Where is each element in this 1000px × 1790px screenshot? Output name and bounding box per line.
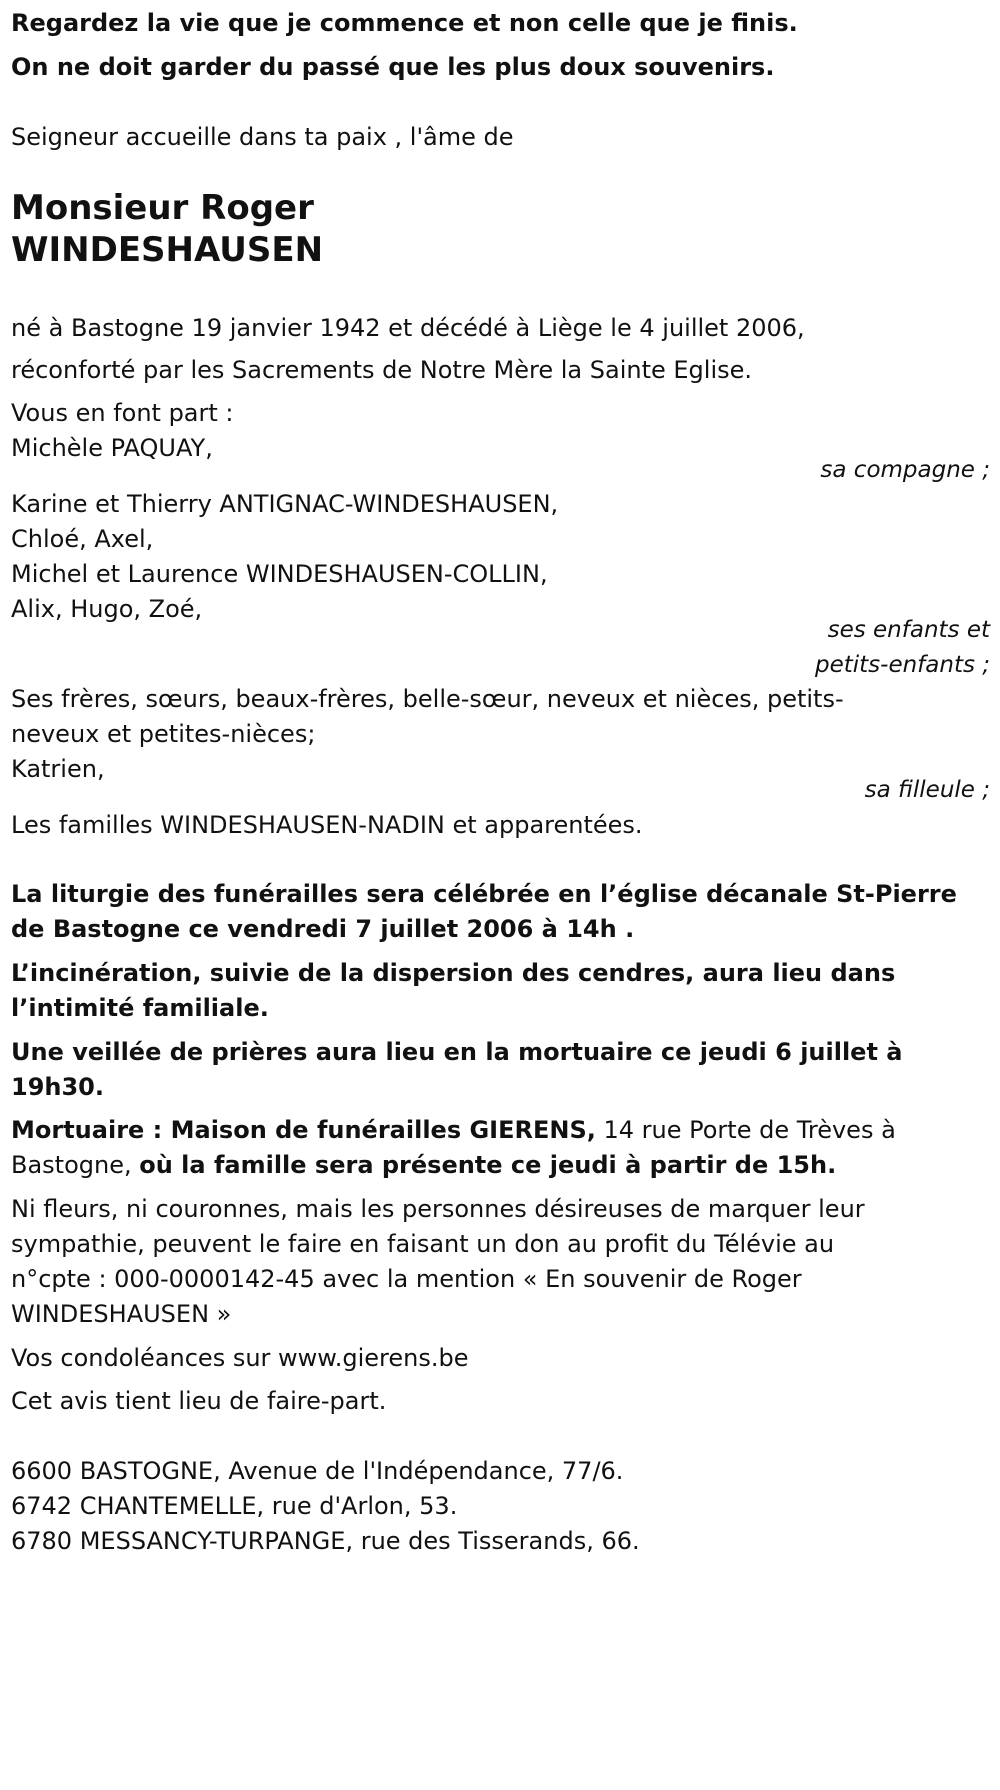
address-line: 6600 BASTOGNE, Avenue de l'Indépendance, 77/6.	[11, 1457, 624, 1485]
goddaughter-relation: sa filleule ;	[864, 777, 990, 803]
siblings-line-2: neveux et petites-nièces;	[11, 720, 316, 748]
cremation-line-2: l’intimité familiale.	[11, 994, 269, 1022]
address-line: 6742 CHANTEMELLE, rue d'Arlon, 53.	[11, 1492, 458, 1520]
donation-line-2: sympathie, peuvent le faire en faisant un don au profit du Télévie au	[11, 1230, 835, 1258]
intro-text: Seigneur accueille dans ta paix , l'âme de	[11, 123, 514, 151]
mortuary-line-1	[11, 1115, 896, 1145]
sacraments-text: réconforté par les Sacrements de Notre Mère la Sainte Eglise.	[11, 356, 753, 384]
mortuary-line-2	[11, 1150, 836, 1180]
family-member-line: Karine et Thierry ANTIGNAC-WINDESHAUSEN,	[11, 490, 559, 518]
liturgy-line-2: de Bastogne ce vendredi 7 juillet 2006 à 14h .	[11, 915, 635, 943]
donation-line-3: n°cpte : 000-0000142-45 avec la mention « En souvenir de Roger	[11, 1265, 802, 1293]
vigil-line-2: 19h30.	[11, 1073, 104, 1101]
children-relation-line-1: ses enfants et	[827, 617, 990, 643]
goddaughter-name: Katrien,	[11, 755, 105, 783]
address-line: 6780 MESSANCY-TURPANGE, rue des Tisserands, 66.	[11, 1527, 640, 1555]
condolences-text: Vos condoléances sur www.gierens.be	[11, 1344, 469, 1372]
family-member-line: Alix, Hugo, Zoé,	[11, 595, 203, 623]
mortuary-address: 14 rue Porte de Trèves à	[595, 1116, 896, 1144]
mortuary-city: Bastogne,	[11, 1151, 140, 1179]
companion-relation: sa compagne ;	[820, 457, 990, 483]
companion-name: Michèle PAQUAY,	[11, 434, 213, 462]
deceased-name-line-1: Monsieur Roger	[11, 188, 314, 228]
vigil-line-1: Une veillée de prières aura lieu en la mortuaire ce jeudi 6 juillet à	[11, 1038, 903, 1066]
birth-death-text: né à Bastogne 19 janvier 1942 et décédé à Liège le 4 juillet 2006,	[11, 314, 805, 342]
mortuary-presence: où la famille sera présente ce jeudi à partir de 15h.	[139, 1151, 837, 1179]
liturgy-line-1: La liturgie des funérailles sera célébrée en l’église décanale St-Pierre	[11, 880, 957, 908]
notice-text: Cet avis tient lieu de faire-part.	[11, 1387, 387, 1415]
family-member-line: Michel et Laurence WINDESHAUSEN-COLLIN,	[11, 560, 548, 588]
donation-line-1: Ni fleurs, ni couronnes, mais les personnes désireuses de marquer leur	[11, 1195, 865, 1223]
children-relation-line-2: petits-enfants ;	[814, 652, 990, 678]
deceased-name-line-2: WINDESHAUSEN	[11, 230, 324, 270]
siblings-line-1: Ses frères, sœurs, beaux-frères, belle-sœur, neveux et nièces, petits-	[11, 685, 844, 713]
cremation-line-1: L’incinération, suivie de la dispersion des cendres, aura lieu dans	[11, 959, 896, 987]
family-member-line: Chloé, Axel,	[11, 525, 154, 553]
mortuary-label: Mortuaire : Maison de funérailles GIERENS,	[11, 1116, 596, 1144]
donation-line-4: WINDESHAUSEN »	[11, 1300, 232, 1328]
quote-line-2: On ne doit garder du passé que les plus doux souvenirs.	[11, 53, 775, 81]
families-line: Les familles WINDESHAUSEN-NADIN et apparentées.	[11, 811, 643, 839]
quote-line-1: Regardez la vie que je commence et non celle que je finis.	[11, 9, 798, 37]
announce-text: Vous en font part :	[11, 399, 234, 427]
